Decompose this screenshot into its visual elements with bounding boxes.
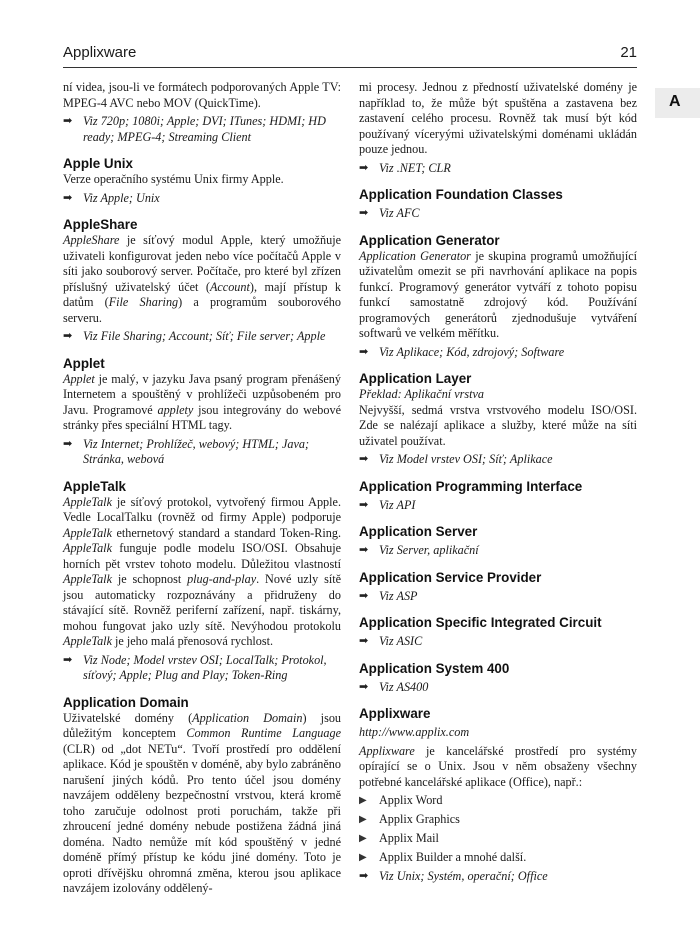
arrow-icon: ➡	[359, 345, 369, 358]
entry-title-application-server: Application Server	[359, 524, 478, 539]
entry-title-afc: Application Foundation Classes	[359, 187, 563, 202]
arrow-icon: ➡	[359, 498, 369, 511]
section-letter: A	[669, 93, 681, 110]
arrow-icon: ➡	[359, 680, 369, 693]
cross-reference: ➡ Viz Model vrstev OSI; Síť; Aplikace	[359, 452, 553, 466]
cross-reference: ➡ Viz File Sharing; Account; Síť; File server; Apple	[63, 329, 326, 343]
cross-reference: ➡ Viz Server, aplikační	[359, 543, 479, 557]
entry-text: Application Generator je skupina programů umožňující uživatelům omezit se při navrhování aplikace na popis funkcí. Programový generátor vytváří z tohoto popisu funkcí samostatně zdrojový kód. Používání programových generátorů zjednodušuje vytváření softwarů ve velkém měřítku.	[359, 248, 637, 340]
section-tab	[655, 88, 700, 118]
left-column	[63, 80, 341, 897]
entry-text: Uživatelské domény (Application Domain) jsou důležitým konceptem Common Runtime Language (CLR) od „dot NETu“. Tvoří prostředí pro oddělení aplikace. Kód je spouštěn v doméně, aby bylo zabráněno narušení jiných kódů. Pro tento účel jsou domény navzájem odděleny bezpečnostní vrstvou, která kromě toho zaručuje odolnost proti poruchám, takže při zhroucení jedné domény nebude postižena žádná jiná doména. Nadto nemůže mít kód spouštěný v jedné doméně přímý přístup ke kódu jiné domény. Toto je oproti dřívějšku ohromná změna, kterou jsou aplikace navzájem izolovány oddělený-	[63, 710, 341, 895]
triangle-bullet-icon: ▶	[359, 852, 367, 863]
list-item: ▶ Applix Word	[359, 793, 443, 807]
arrow-icon: ➡	[63, 115, 73, 127]
cross-reference: ➡ Viz Internet; Prohlížeč, webový; HTML; Java; Stránka, webová	[63, 436, 310, 466]
header-rule	[63, 67, 637, 68]
arrow-icon: ➡	[63, 191, 73, 204]
entry-text: Applixware je kancelářské prostředí pro systémy opírající se o Unix. Jsou v něm obsaženy všechny potřebné kancelářské aplikace (Office), např.:	[359, 743, 637, 789]
arrow-icon: ➡	[359, 161, 369, 174]
triangle-bullet-icon: ▶	[359, 814, 367, 825]
entry-text: AppleShare je síťový modul Apple, který umožňuje uživateli konfigurovat jeden nebo více počítačů Apple v síti jako souborový server. Počítače, pro které byl zřízen příslušný uživatelský účet (Account), mají přístup k datům (File Sharing) a programům souborového serveru.	[63, 233, 341, 325]
entry-title-application-layer: Application Layer	[359, 371, 472, 386]
header-title: Applixware	[63, 44, 137, 61]
intro-text: ní videa, jsou-li ve formátech podporovaných Apple TV: MPEG-4 AVC nebo MOV (QuickTime).	[63, 80, 341, 110]
list-item: ▶ Applix Builder a mnohé další.	[359, 850, 527, 864]
arrow-icon: ➡	[359, 453, 369, 465]
cross-reference: ➡ Viz API	[359, 497, 416, 512]
entry-title-api: Application Programming Interface	[359, 478, 583, 494]
arrow-icon: ➡	[359, 870, 369, 882]
list-item: ▶ Applix Graphics	[359, 812, 460, 826]
cross-reference: ➡ Viz 720p; 1080i; Apple; DVI; ITunes; HDMI; HD ready; MPEG-4; Streaming Client	[63, 114, 326, 144]
cross-reference: ➡ Viz Node; Model vrstev OSI; LocalTalk; Protokol, síťový; Apple; Plug and Play; Token-Ring	[63, 652, 327, 682]
entry-title-asp: Application Service Provider	[359, 569, 542, 585]
arrow-icon: ➡	[63, 330, 73, 342]
triangle-bullet-icon: ▶	[359, 795, 367, 806]
url-link[interactable]: http://www.applix.com	[359, 725, 470, 739]
cross-reference: ➡ Viz Aplikace; Kód, zdrojový; Software	[359, 344, 565, 359]
right-column	[359, 80, 637, 885]
arrow-icon: ➡	[63, 653, 73, 666]
entry-text: Applet je malý, v jazyku Java psaný program přenášený Internetem a spouštěný v prohlížeči uzpůsobeném pro Javu. Programové applety jsou integrovány do webové stránky přes speciální HTML tagy.	[63, 371, 341, 432]
translation-note: Překlad: Aplikační vrstva	[359, 387, 484, 401]
entry-title-application-generator: Application Generator	[359, 232, 500, 248]
arrow-icon: ➡	[359, 544, 369, 556]
cross-reference: ➡ Viz ASP	[359, 588, 418, 603]
entry-title-as400: Application System 400	[359, 660, 510, 676]
triangle-bullet-icon: ▶	[359, 833, 367, 844]
cross-reference: ➡ Viz Apple; Unix	[63, 190, 160, 205]
arrow-icon: ➡	[359, 589, 369, 602]
arrow-icon: ➡	[63, 437, 73, 450]
arrow-icon: ➡	[359, 635, 369, 647]
arrow-icon: ➡	[359, 207, 369, 219]
cross-reference: ➡ Viz .NET; CLR	[359, 160, 451, 175]
entry-title-applixware: Applixware	[359, 706, 431, 721]
entry-text: Nejvyšší, sedmá vrstva vrstvového modelu ISO/OSI. Zde se nalézají aplikace a služby, které může na síti uživatel používat.	[359, 402, 637, 448]
entry-text: Verze operačního systému Unix firmy Apple.	[63, 172, 284, 186]
entry-title-application-domain: Application Domain	[63, 694, 189, 710]
cross-reference: ➡ Viz AS400	[359, 679, 429, 694]
entry-title-appletalk: AppleTalk	[63, 478, 126, 494]
page-number: 21	[620, 44, 637, 61]
entry-text: AppleTalk je síťový protokol, vytvořený firmou Apple. Vedle LocalTalku (rovněž od firmy Apple) podporuje AppleTalk ethernetový standard a standard Token-Ring. AppleTalk funguje podle modelu ISO/OSI. Obsahuje horních pět vrstev tohoto modelu. Důležitou vlastností AppleTalk je schopnost plug-and-play. Nové uzly sítě jsou automaticky rozpoznávány a přidruženy do stávající sítě. Rovněž periferní zařízení, např. tiskárny, mohou fungovat jako uzly sítě. Nevýhodou protokolu AppleTalk je jeho malá přenosová rychlost.	[63, 494, 342, 648]
entry-title-appleshare: AppleShare	[63, 217, 138, 232]
entry-title-apple-unix: Apple Unix	[63, 156, 133, 171]
entry-title-applet: Applet	[63, 355, 105, 371]
list-item: ▶ Applix Mail	[359, 831, 439, 845]
continued-text: mi procesy. Jednou z předností uživatelské domény je například to, že může být spuštěna a zastavena bez zastavení celého procesu. Rovněž tak musí být kód používaný víceryými uživatelskými doménami ukládán pouze jednou.	[359, 80, 637, 156]
cross-reference: ➡ Viz Unix; Systém, operační; Office	[359, 869, 548, 883]
cross-reference: ➡ Viz AFC	[359, 206, 420, 220]
entry-title-asic: Application Specific Integrated Circuit	[359, 615, 602, 630]
running-header	[63, 44, 637, 64]
cross-reference: ➡ Viz ASIC	[359, 634, 423, 648]
